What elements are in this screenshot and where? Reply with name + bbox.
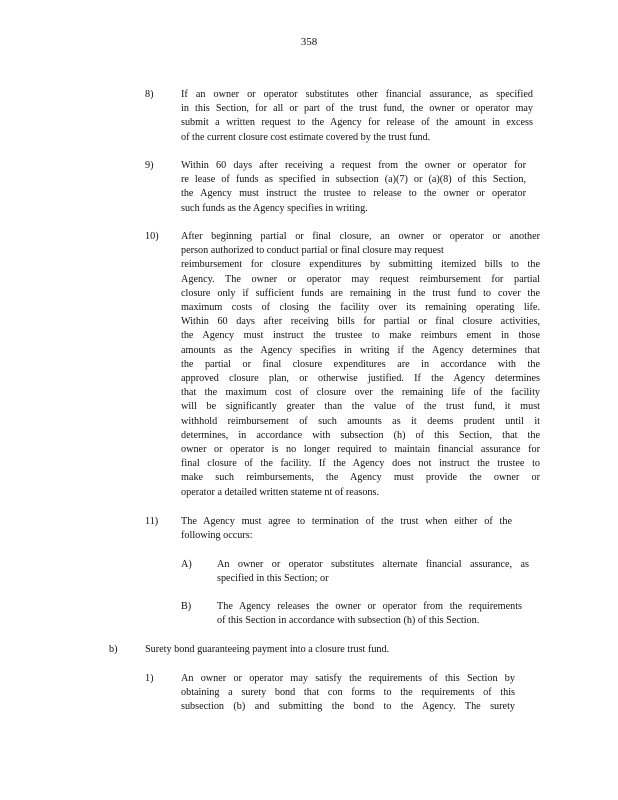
text-line: subsection (b) and submitting the bond to the Agency. The surety [181,701,515,713]
text-line: determines, in accordance with subsection (h) of this Section, that the [181,429,540,441]
page-number: 358 [300,36,318,48]
text-line: the Agency must instruct the trustee to release to the owner or operator [181,188,526,200]
text-line: of the current closure cost estimate covered by the trust fund. [181,131,431,143]
paragraph-11-b [217,600,522,628]
text-line: Within 60 days after receiving bills for partial or final closure activities, [181,316,540,328]
text-line: the partial or final closure expenditures are in accordance with the [181,358,540,370]
paragraph-11-a [217,558,529,586]
item-marker: 1) [145,673,154,684]
text-line: maximum costs of closing the facility over its remaining operating life. [181,302,540,314]
text-line: approved closure plan, or otherwise justified. If the Agency determines [181,373,540,385]
text-line: amounts as the Agency specifies in writing if the Agency determines that [181,344,540,356]
text-line: of this Section in accordance with subsection (h) of this Section. [217,615,480,627]
text-line: in this Section, for all or part of the trust fund, the owner or operator may [181,103,533,115]
item-marker: 10) [145,231,159,242]
text-line: re lease of funds as specified in subsection (a)(7) or (a)(8) of this Section, [181,174,526,186]
section-marker: b) [109,644,118,655]
text-line: If an owner or operator substitutes other financial assurance, as specified [181,89,533,100]
text-line: After beginning partial or final closure, an owner or operator or another [181,231,540,242]
text-line: An owner or operator substitutes alternate financial assurance, as [217,559,529,570]
paragraph-9 [181,159,526,216]
item-marker: 9) [145,160,154,171]
text-line: that the maximum cost of closure over the remaining life of the facility [181,387,540,399]
text-line: Within 60 days after receiving a request from the owner or operator for [181,160,526,171]
text-line: Agency. The owner or operator may request reimbursement for partial [181,273,540,285]
item-marker: 11) [145,516,159,527]
text-line: specified in this Section; or [217,573,329,585]
text-line: person authorized to conduct partial or final closure may request [181,245,444,257]
text-line: The Agency must agree to termination of the trust when either of the [181,516,512,527]
item-marker: B) [181,601,192,612]
text-line: will be significantly greater than the value of the trust fund, it must [181,401,540,413]
item-marker: 8) [145,89,154,100]
section-b-heading [145,643,431,657]
paragraph-b-1 [181,672,515,715]
text-line: obtaining a surety bond that con forms to the requirements of this [181,687,515,699]
text-line: make such reimbursements, the Agency must provide the owner or [181,472,540,484]
item-marker: A) [181,559,192,570]
paragraph-11 [181,515,512,543]
paragraph-8 [181,88,533,145]
paragraph-10 [181,230,540,500]
text-line: following occurs: [181,530,253,542]
text-line: such funds as the Agency specifies in writing. [181,202,368,214]
text-line: the Agency must instruct the trustee to make reimburs ement in those [181,330,540,342]
text-line: reimbursement for closure expenditures by submitting itemized bills to the [181,259,540,271]
text-line: final closure of the facility. If the Agency does not instruct the trustee to [181,458,540,470]
text-line: The Agency releases the owner or operator from the requirements [217,601,522,612]
text-line: owner or operator is no longer required to maintain financial assurance for [181,444,540,456]
text-line: withhold reimbursement of such amounts as it deems prudent until it [181,415,540,427]
text-line: closure only if sufficient funds are remaining in the trust fund to cover the [181,287,540,299]
text-line: submit a written request to the Agency for release of the amount in excess [181,117,533,129]
text-line: Surety bond guaranteeing payment into a closure trust fund. [145,644,390,655]
text-line: operator a detailed written stateme nt of reasons. [181,486,380,498]
text-line: An owner or operator may satisfy the requirements of this Section by [181,673,515,684]
